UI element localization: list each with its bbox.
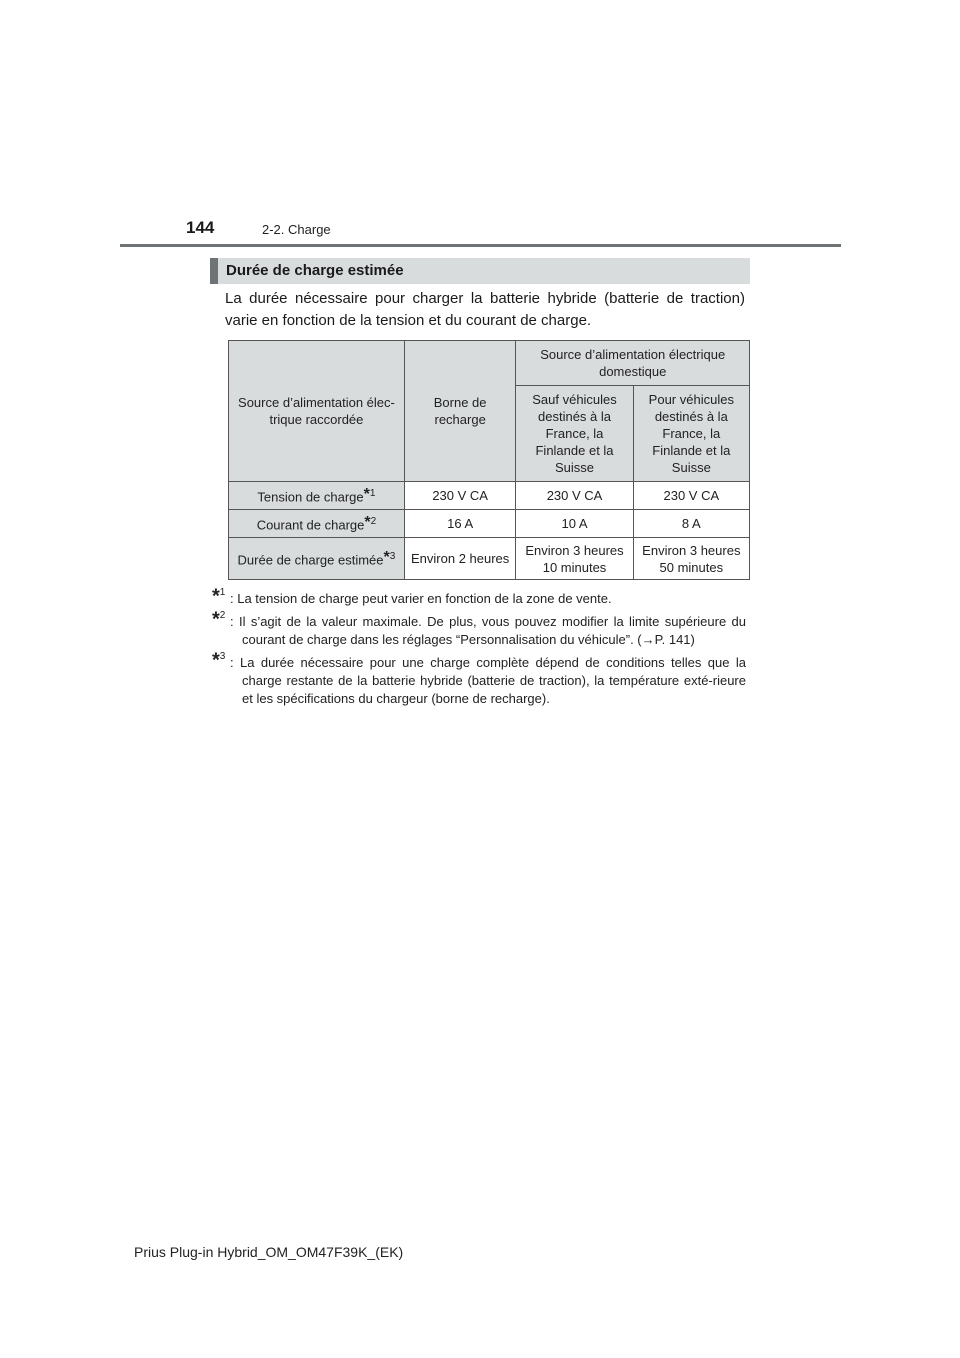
table-cell: 230 V CA: [404, 482, 516, 510]
table-row: [229, 538, 750, 580]
header-charging-station: Borne de recharge: [404, 341, 516, 482]
header-except-fr-fi-ch: Sauf véhicules destinés à la France, la Finlande et la Suisse: [516, 385, 633, 481]
header-power-source: Source d’alimentation élec-trique raccordée: [229, 341, 405, 482]
table-cell: Environ 2 heures: [404, 538, 516, 580]
intro-paragraph: La durée nécessaire pour charger la batterie hybride (batterie de traction) varie en fonction de la tension et du courant de charge.: [225, 290, 745, 329]
footnote-text: : La durée nécessaire pour une charge complète dépend de conditions telles que la charge restante de la batterie hybride (batterie de traction), la température exté-rieure et les spécifications du chargeur (borne de recharge).: [230, 655, 746, 706]
table-header-row: [229, 341, 750, 386]
header-rule: [120, 244, 841, 247]
table-cell: Environ 3 heures 50 minutes: [633, 538, 749, 580]
header-for-fr-fi-ch: Pour véhicules destinés à la France, la Finlande et la Suisse: [633, 385, 749, 481]
table-row: [229, 510, 750, 538]
charge-time-table: [228, 340, 750, 580]
table-cell: 230 V CA: [633, 482, 749, 510]
section-label: 2-2. Charge: [262, 222, 331, 237]
table-cell: 10 A: [516, 510, 633, 538]
footnote-1: *$^1$ : La tension de charge peut varier en fonction de la zone de vente.: [212, 590, 746, 608]
footnote-text: : La tension de charge peut varier en fonction de la zone de vente.: [230, 591, 612, 606]
row-label: Courant de charge*$^2$: [229, 510, 405, 538]
table-cell: Environ 3 heures 10 minutes: [516, 538, 633, 580]
table-cell: 16 A: [404, 510, 516, 538]
footnote-2: *$^2$ : Il s’agit de la valeur maximale. De plus, vous pouvez modifier la limite supérieure du courant de charge dans les réglages “Personnalisation du véhicule”. (→P. 141): [212, 608, 746, 647]
row-label: Tension de charge*$^1$: [229, 482, 405, 510]
row-label: Durée de charge estimée*$^3$: [229, 538, 405, 580]
table-cell: 230 V CA: [516, 482, 633, 510]
table-row: [229, 482, 750, 510]
header-domestic-group: Source d’alimentation électrique domestique: [516, 341, 750, 386]
section-heading: Durée de charge estimée: [210, 258, 750, 284]
footer-document-id: Prius Plug-in Hybrid_OM_OM47F39K_(EK): [134, 1244, 404, 1260]
page-number: 144: [186, 218, 215, 237]
table-cell: 8 A: [633, 510, 749, 538]
footnote-3: *$^3$ : La durée nécessaire pour une charge complète dépend de conditions telles que la charge restante de la batterie hybride (batterie de traction), la température exté-rieure et les spécifications du chargeur (borne de recharge).: [212, 649, 746, 706]
footnote-text: : Il s’agit de la valeur maximale. De plus, vous pouvez modifier la limite supérieure du courant de charge dans les réglages “Personnalisation du véhicule”. (→P. 141): [230, 614, 746, 647]
